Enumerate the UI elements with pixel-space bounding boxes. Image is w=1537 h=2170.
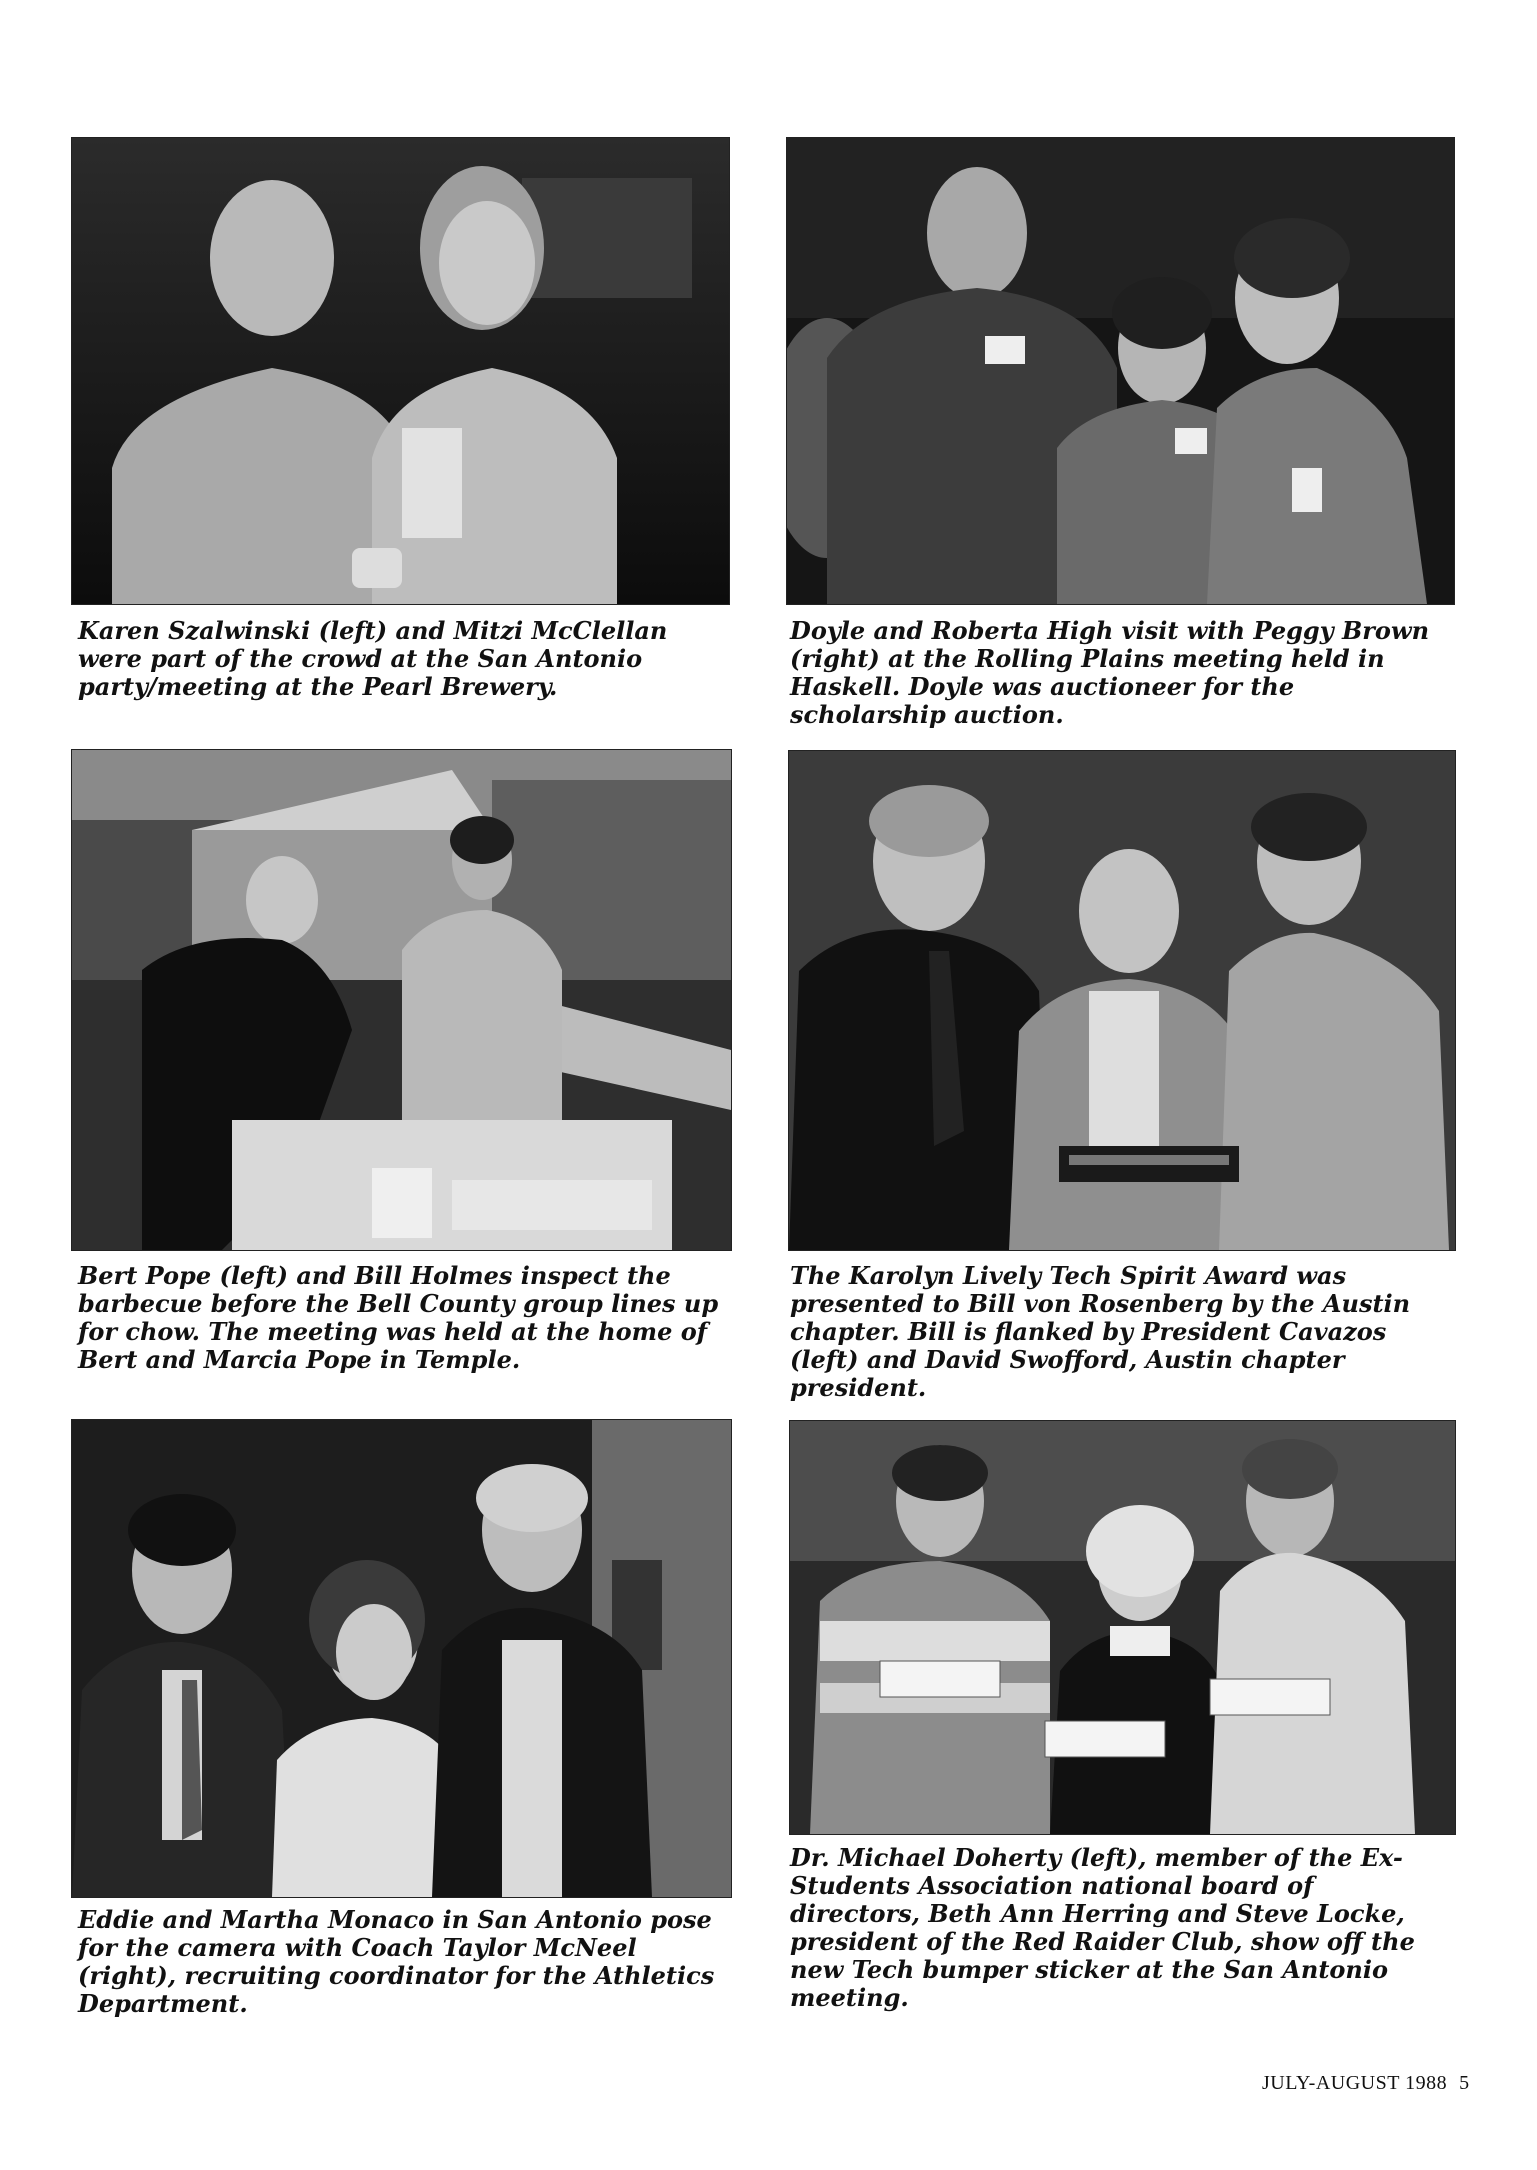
photo-bumper-sticker xyxy=(790,1421,1455,1834)
photo-scene xyxy=(72,138,729,604)
page-number: 5 xyxy=(1459,2072,1470,2094)
caption-photo-5: Eddie and Martha Monaco in San Antonio pose for the camera with Coach Taylor McNeel (right), recruiting coordinator for the Athletics Department. xyxy=(78,1905,715,2018)
photo-scene xyxy=(72,1420,731,1897)
caption-photo-4: The Karolyn Lively Tech Spirit Award was presented to Bill von Rosenberg by the Austin chapter. Bill is flanked by President Cavazos (left) and David Swofford, Austin chapter president. xyxy=(790,1261,1411,1402)
photo-scene xyxy=(789,751,1455,1250)
caption-photo-3: Bert Pope (left) and Bill Holmes inspect the barbecue before the Bell County group lines up for chow. The meeting was held at the home of Bert and Marcia Pope in Temple. xyxy=(78,1261,719,1374)
photo-monaco-mcneel xyxy=(72,1420,731,1897)
photo-scene xyxy=(787,138,1454,604)
caption-photo-1: Karen Szalwinski (left) and Mitzi McClellan were part of the crowd at the San Antonio party/meeting at the Pearl Brewery. xyxy=(78,616,668,701)
page-footer xyxy=(1262,2072,1470,2095)
photo-tech-spirit-award xyxy=(789,751,1455,1250)
photo-scene xyxy=(790,1421,1455,1834)
caption-photo-6: Dr. Michael Doherty (left), member of the Ex-Students Association national board of directors, Beth Ann Herring and Steve Locke, president of the Red Raider Club, show off the new Tech bumper sticker at the San Antonio meeting. xyxy=(790,1843,1415,2012)
photo-karen-mitzi xyxy=(72,138,729,604)
photo-doyle-roberta-peggy xyxy=(787,138,1454,604)
photo-scene xyxy=(72,750,731,1250)
issue-date: JULY-AUGUST 1988 xyxy=(1262,2072,1448,2094)
caption-photo-2: Doyle and Roberta High visit with Peggy Brown (right) at the Rolling Plains meeting held in Haskell. Doyle was auctioneer for the scholarship auction. xyxy=(790,616,1430,729)
photo-bert-bill-barbecue xyxy=(72,750,731,1250)
